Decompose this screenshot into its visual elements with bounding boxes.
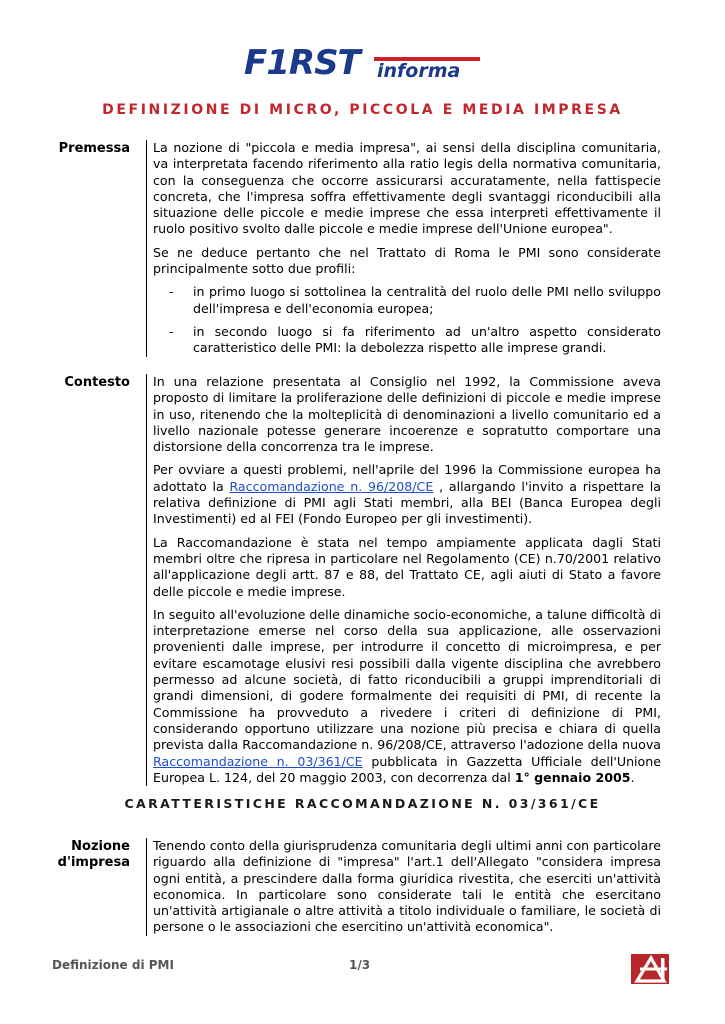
section-heading-caratteristiche: CARATTERISTICHE RACCOMANDAZIONE N. 03/361/CE [124,796,601,811]
premessa-paragraph-2: Se ne deduce pertanto che nel Trattato di Roma le PMI sono considerate principalmente sotto due profili: [153,244,661,277]
footer-document-title: Definizione di PMI [52,958,174,972]
list-item [153,284,661,317]
premessa-paragraph-1: La nozione di "piccola e media impresa", ai sensi della disciplina comunitaria, va interpretata facendo riferimento alla ratio legis della normativa comunitaria, con la conseguenza che occorre assicurarsi accuratamente, nella fattispecie concreta, che l'impresa soffra effettivamente degli svantaggi riconducibili alla situazione delle piccole e medie imprese che essa interpreti effettivamente il ruolo positivo svolto dalle piccole e medie imprese dell'Unione europea". [153,140,661,237]
paragraph-text: pubblicata in Gazzetta Ufficiale dell'Unione Europea L. 124, del 20 maggio 2003, con decorrenza dal [153,753,661,785]
bullet-dash: - [169,323,174,339]
paragraph-text: In seguito all'evoluzione delle dinamiche socio-economiche, a talune difficoltà di interpretazione emerse nel corso della sua applicazione, alle osservazioni provenienti dalle imprese, per introdurre il concetto di microimpresa, e per evitare escamotage elusivi resi possibili dalla vigente disciplina che avrebbero permesso ad alcune società, di fatto riconducibili a gruppi imprenditoriali di grandi dimensioni, di godere formalmente dei requisiti di PMI, di recente la Commissione ha provveduto a rivedere i criteri di definizione di PMI, considerando opportuno utilizzare una nozione più precisa e chiara di quella prevista dalla Raccomandazione n. 96/208/CE, attraverso l'adozione della nuova [153,606,661,753]
raccomandazione-03-361-link[interactable]: Raccomandazione n. 03/361/CE [153,753,363,769]
decorrenza-date: 1° gennaio 2005 [514,769,631,785]
section-label-contesto: Contesto [64,375,130,390]
raccomandazione-96-208-link[interactable]: Raccomandazione n. 96/208/CE [229,478,434,494]
logo-informa-text: informa [377,60,461,82]
contesto-paragraph-2 [153,462,661,527]
list-item [153,324,661,357]
label-line: Nozione [71,839,130,854]
bullet-text: in primo luogo si sottolinea la centralità del ruolo delle PMI nello sviluppo dell'impresa e dell'economia europea; [193,284,661,316]
section-body-contesto [146,374,661,786]
section-label-premessa: Premessa [58,141,130,156]
bullet-dash: - [169,284,174,300]
label-line: d'impresa [57,855,130,870]
logo-first-text: F1RST [244,43,360,83]
section-body-nozione [146,838,661,936]
nozione-paragraph-1: Tenendo conto della giurisprudenza comunitaria degli ultimi anni con particolare riguardo alla definizione di "impresa" l'art.1 dell'Allegato "considera impresa ogni entità, a prescindere dalla forma giuridica rivestita, che eserciti un'attività economica. In particolare sono considerate tali le entità che esercitano un'attività artigianale o altre attività a titolo individuale o familiare, le società di persone o le associazioni che esercitino un'attività economica". [153,838,661,935]
firstinforma-logo [244,44,480,82]
footer-page-number: 1/3 [349,958,371,972]
firstinforma-mark-icon [631,954,669,984]
contesto-paragraph-4 [153,607,661,786]
paragraph-text: . [630,769,635,785]
bullet-text: in secondo luogo si fa riferimento ad un'altro aspetto considerato caratteristico delle PMI: la debolezza rispetto alle imprese grandi. [193,323,661,356]
paragraph-text: , allargando l'invito a rispettare la relativa definizione di PMI agli Stati membri, alla BEI (Banca Europea degli Investimenti) ed al FEI (Fondo Europeo per gli investimenti). [153,478,661,527]
section-body-premessa [146,140,661,357]
page-title: DEFINIZIONE DI MICRO, PICCOLA E MEDIA IMPRESA [102,102,623,118]
section-label-nozione [40,839,130,871]
contesto-paragraph-3: La Raccomandazione è stata nel tempo ampiamente applicata dagli Stati membri oltre che ripresa in particolare nel Regolamento (CE) n.70/2001 relativo all'applicazione degli artt. 87 e 88, del Trattato CE, agli aiuti di Stato a favore delle piccole e medie imprese. [153,534,661,599]
contesto-paragraph-1: In una relazione presentata al Consiglio nel 1992, la Commissione aveva proposto di limitare la proliferazione delle definizioni di piccole e medie imprese in uso, ritenendo che la molteplicità di denominazioni a livello comunitario ed a livello nazionale potesse generare incoerenze e sopratutto comportare una distorsione della concorrenza tra le imprese. [153,374,661,455]
premessa-bullet-list [153,284,661,356]
paragraph-text: Per ovviare a questi problemi, nell'aprile del 1996 la Commissione europea ha adottato la [153,462,661,494]
